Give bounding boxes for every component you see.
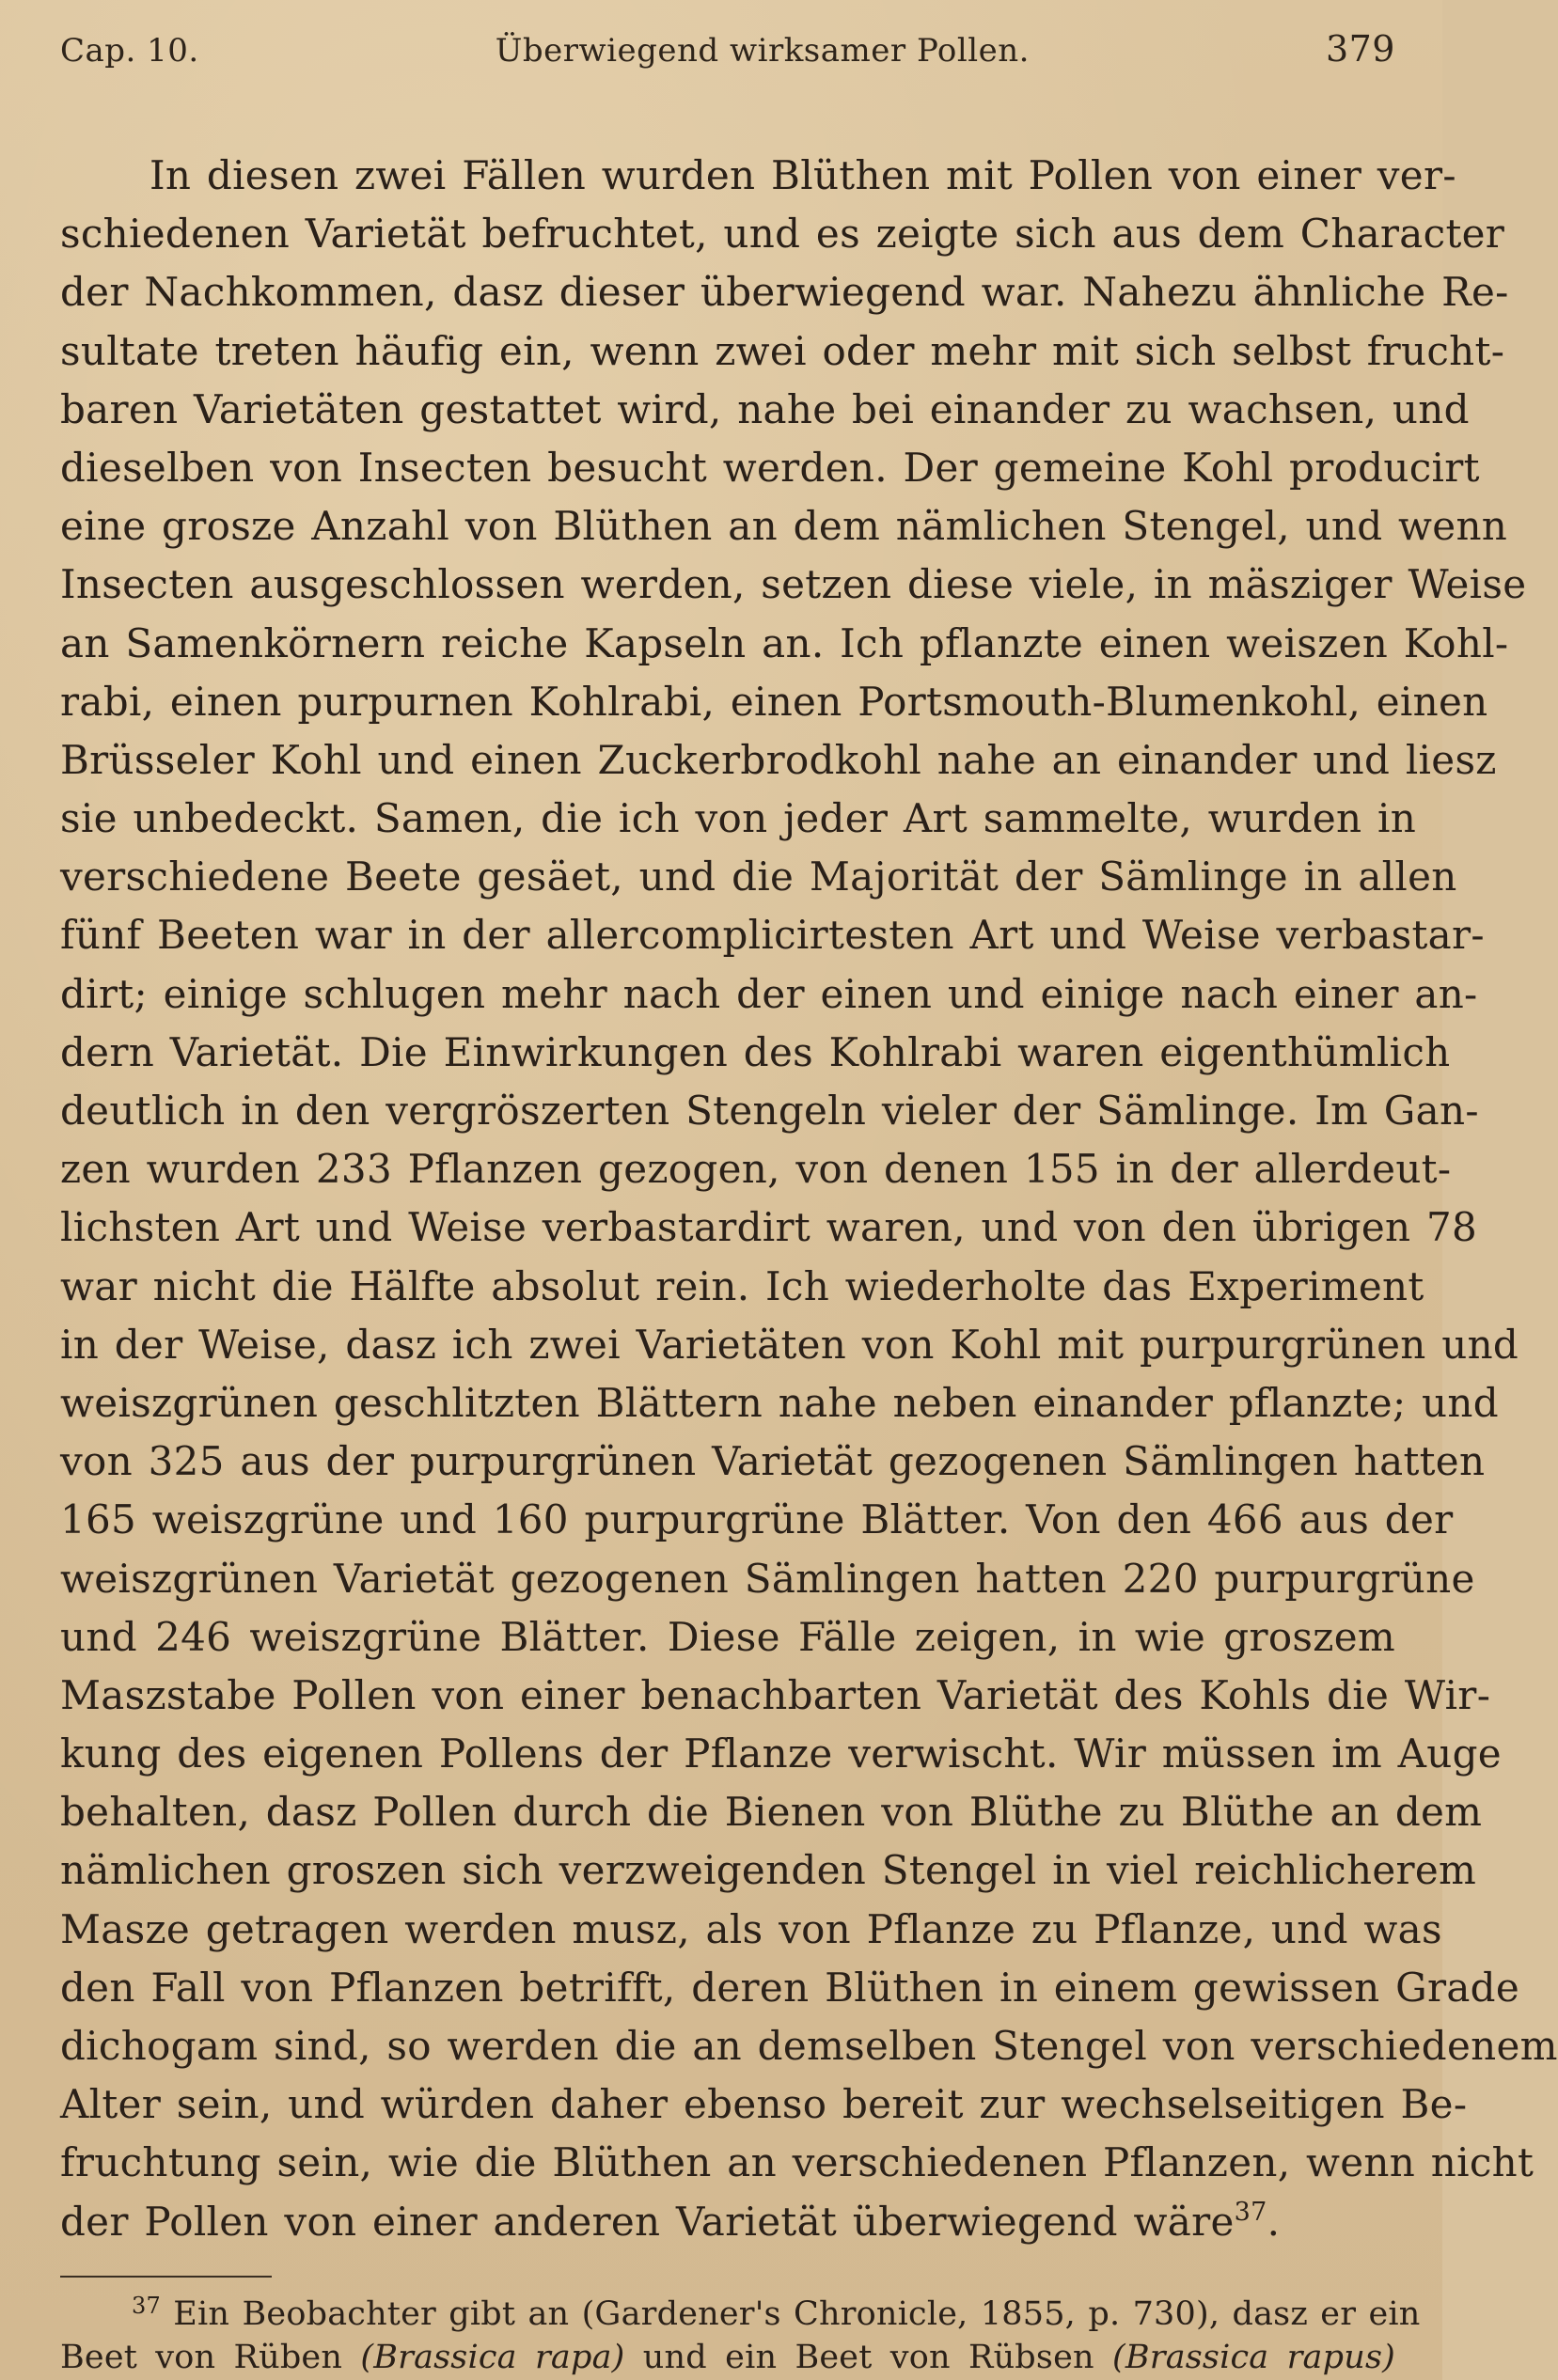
- text-line: fünf Beeten war in der allercomplicirtesten Art und Weise verbastar-: [60, 912, 1485, 959]
- text-line: und 246 weiszgrüne Blätter. Diese Fälle zeigen, in wie groszem: [60, 1613, 1395, 1660]
- text-line: fruchtung sein, wie die Blüthen an verschiedenen Pflanzen, wenn nicht: [60, 2139, 1534, 2186]
- text-line: schiedenen Varietät befruchtet, und es zeigte sich aus dem Character: [60, 211, 1505, 258]
- text-line: Alter sein, und würden daher ebenso bereit zur wechselseitigen Be-: [60, 2081, 1468, 2128]
- text-line: dieselben von Insecten besucht werden. Der gemeine Kohl producirt: [60, 444, 1480, 491]
- text-line: der Nachkommen, dasz dieser überwiegend war. Nahezu ähnliche Re-: [60, 269, 1509, 316]
- text-line: sultate treten häufig ein, wenn zwei oder mehr mit sich selbst frucht-: [60, 327, 1505, 374]
- last-line-text: der Pollen von einer anderen Varietät überwiegend wäre: [60, 2198, 1235, 2245]
- text-line: dern Varietät. Die Einwirkungen des Kohlrabi waren eigenthümlich: [60, 1028, 1451, 1075]
- text-line: nämlichen groszen sich verzweigenden Stengel in viel reichlicherem: [60, 1847, 1477, 1894]
- text-line: Insecten ausgeschlossen werden, setzen diese viele, in mäsziger Weise: [60, 561, 1527, 608]
- footnote-line: [60, 2292, 1421, 2336]
- footnote-text: Beet von Rüben: [60, 2338, 361, 2376]
- text-line: baren Varietäten gestattet wird, nahe bei einander zu wachsen, und: [60, 385, 1470, 432]
- page-number: 379: [1325, 28, 1395, 70]
- text-line: 165 weiszgrüne und 160 purpurgrüne Blätter. Von den 466 aus der: [60, 1496, 1454, 1543]
- text-line: Maszstabe Pollen von einer benachbarten Varietät des Kohls die Wir-: [60, 1671, 1491, 1718]
- text-line: dichogam sind, so werden die an demselben Stengel von verschiedenem: [60, 2023, 1558, 2069]
- text-line: war nicht die Hälfte absolut rein. Ich wiederholte das Experiment: [60, 1262, 1424, 1309]
- running-title: Überwiegend wirksamer Pollen.: [495, 32, 1030, 70]
- text-line: deutlich in den vergröszerten Stengeln vieler der Sämlinge. Im Gan-: [60, 1088, 1479, 1134]
- footnotes: [60, 2292, 1421, 2379]
- species-name: (Brassica rapa): [360, 2338, 625, 2376]
- text-line: Brüsseler Kohl und einen Zuckerbrodkohl nahe an einander und liesz: [60, 736, 1497, 783]
- text-line: weiszgrünen geschlitzten Blättern nahe neben einander pflanzte; und: [60, 1379, 1499, 1426]
- text-line: Masze getragen werden musz, als von Pflanze zu Pflanze, und was: [60, 1905, 1442, 1952]
- text-line-last: [60, 2193, 1395, 2251]
- footnote-text: Ein Beobachter gibt an (Gardener's Chronicle, 1855, p. 730), dasz er ein: [173, 2294, 1421, 2333]
- text-line: rabi, einen purpurnen Kohlrabi, einen Portsmouth-Blumenkohl, einen: [60, 678, 1488, 725]
- text-line: den Fall von Pflanzen betrifft, deren Blüthen in einem gewissen Grade: [60, 1964, 1520, 2011]
- text-line: lichsten Art und Weise verbastardirt waren, und von den übrigen 78: [60, 1204, 1478, 1251]
- text-line: eine grosze Anzahl von Blüthen an dem nämlichen Stengel, und wenn: [60, 503, 1508, 550]
- text-line: verschiedene Beete gesäet, und die Majorität der Sämlinge in allen: [60, 853, 1457, 900]
- text-line: dirt; einige schlugen mehr nach der einen und einige nach einer an-: [60, 970, 1478, 1017]
- body-text: [60, 147, 1558, 2251]
- running-head: [60, 28, 1395, 88]
- text-line: von 325 aus der purpurgrünen Varietät gezogenen Sämlingen hatten: [60, 1438, 1486, 1485]
- chapter-label: Cap. 10.: [60, 32, 199, 70]
- text-line: an Samenkörnern reiche Kapseln an. Ich pflanzte einen weiszen Kohl-: [60, 619, 1509, 666]
- text-line: in der Weise, dasz ich zwei Varietäten von Kohl mit purpurgrünen und: [60, 1321, 1519, 1368]
- footnote-text: und ein Beet von Rübsen: [624, 2338, 1112, 2376]
- text-line: behalten, dasz Pollen durch die Bienen von Blüthe zu Blüthe an dem: [60, 1789, 1483, 1836]
- text-line: sie unbedeckt. Samen, die ich von jeder Art sammelte, wurden in: [60, 795, 1417, 842]
- footnote-reference[interactable]: 37: [1234, 2197, 1267, 2227]
- final-period: .: [1267, 2198, 1281, 2245]
- text-line: zen wurden 233 Pflanzen gezogen, von denen 155 in der allerdeut-: [60, 1146, 1452, 1193]
- text-line: In diesen zwei Fällen wurden Blüthen mit Pollen von einer ver-: [150, 152, 1456, 198]
- text-line: kung des eigenen Pollens der Pflanze verwischt. Wir müssen im Auge: [60, 1730, 1502, 1777]
- text-line: weiszgrünen Varietät gezogenen Sämlingen hatten 220 purpurgrüne: [60, 1555, 1475, 1602]
- footnote-mark: 37: [132, 2292, 161, 2319]
- species-name: (Brassica rapus): [1112, 2338, 1395, 2376]
- footnote-line: [60, 2336, 1395, 2379]
- footnote-divider: [60, 2276, 272, 2278]
